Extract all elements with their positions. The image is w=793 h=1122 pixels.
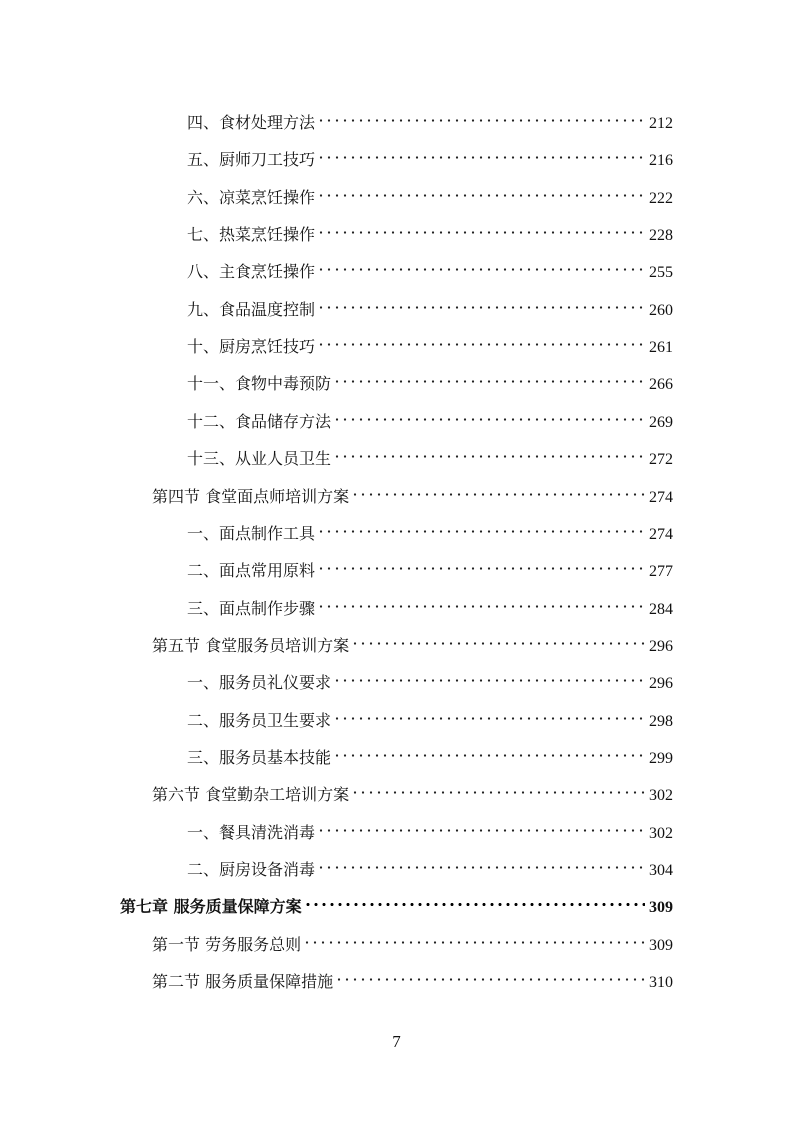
toc-entry-title: 四、食材处理方法 xyxy=(187,113,316,132)
toc-entry[interactable] xyxy=(187,104,673,132)
toc-entry-page: 310 xyxy=(649,974,673,992)
toc-entry[interactable] xyxy=(187,328,673,357)
toc-entry-title: 十二、食品储存方法 xyxy=(187,411,332,431)
toc-entry[interactable] xyxy=(187,814,673,842)
dot-leader xyxy=(317,291,645,315)
toc-entry[interactable] xyxy=(120,888,673,917)
toc-entry-title: 二、厨房设备消毒 xyxy=(187,860,316,879)
toc-entry[interactable] xyxy=(187,739,673,767)
dot-leader xyxy=(317,552,645,576)
dot-leader xyxy=(335,963,645,987)
toc-entry-title: 三、服务员基本技能 xyxy=(187,747,332,767)
toc-entry-page: 296 xyxy=(649,637,673,655)
toc-entry-title: 十、厨房烹饪技巧 xyxy=(187,337,316,357)
toc-entry-title: 五、厨师刀工技巧 xyxy=(187,150,316,170)
toc-entry-page: 272 xyxy=(649,451,673,469)
toc-entry-title: 二、面点常用原料 xyxy=(187,561,316,581)
toc-entry[interactable] xyxy=(152,627,673,655)
toc-entry[interactable] xyxy=(187,440,673,469)
toc-entry-title: 第六节 食堂勤杂工培训方案 xyxy=(152,785,350,805)
dot-leader xyxy=(317,515,645,539)
toc-entry[interactable] xyxy=(152,478,673,506)
toc-entry[interactable] xyxy=(187,141,673,170)
toc-entry-page: 260 xyxy=(649,301,673,319)
dot-leader xyxy=(333,739,645,763)
toc-entry-page: 266 xyxy=(649,376,673,394)
toc-entry[interactable] xyxy=(187,702,673,730)
toc-entry[interactable] xyxy=(187,403,673,431)
toc-entry-page: 284 xyxy=(649,600,673,618)
toc-entry-title: 第一节 劳务服务总则 xyxy=(152,934,302,954)
toc-entry-page: 302 xyxy=(649,824,673,842)
dot-leader xyxy=(317,851,645,875)
dot-leader xyxy=(317,179,645,203)
toc-entry[interactable] xyxy=(187,253,673,282)
toc-entry-title: 一、餐具清洗消毒 xyxy=(187,822,316,842)
toc-entry[interactable] xyxy=(187,552,673,581)
toc-entry-title: 八、主食烹饪操作 xyxy=(187,262,316,282)
toc-entry-page: 277 xyxy=(649,563,673,581)
dot-leader xyxy=(317,590,645,614)
toc-entry[interactable] xyxy=(187,291,673,319)
dot-leader xyxy=(304,888,645,912)
dot-leader xyxy=(317,104,645,128)
toc-entry-page: 255 xyxy=(649,264,673,282)
toc-entry-title: 七、热菜烹饪操作 xyxy=(187,225,316,245)
dot-leader xyxy=(303,926,645,950)
toc-entry-page: 228 xyxy=(649,227,673,245)
toc-entry-title: 第二节 服务质量保障措施 xyxy=(152,972,334,992)
toc-entry-title: 九、食品温度控制 xyxy=(187,299,316,319)
toc-entry-page: 309 xyxy=(649,936,673,954)
toc-entry[interactable] xyxy=(187,365,673,394)
dot-leader xyxy=(351,776,645,800)
toc-entry-page: 309 xyxy=(649,899,673,917)
toc-entry-title: 第五节 食堂服务员培训方案 xyxy=(152,635,350,655)
toc-entry[interactable] xyxy=(152,963,673,992)
dot-leader xyxy=(333,664,645,688)
toc-entry-title: 十一、食物中毒预防 xyxy=(187,374,332,394)
toc-entry-page: 261 xyxy=(649,339,673,357)
toc-entry-page: 304 xyxy=(649,862,673,879)
toc-entry-page: 298 xyxy=(649,712,673,730)
toc-entry[interactable] xyxy=(187,590,673,618)
dot-leader xyxy=(351,627,645,651)
toc-entry-title: 第四节 食堂面点师培训方案 xyxy=(152,486,350,506)
dot-leader xyxy=(317,216,645,240)
dot-leader xyxy=(333,403,645,427)
dot-leader xyxy=(317,253,645,277)
dot-leader xyxy=(333,440,645,464)
dot-leader xyxy=(351,478,645,502)
toc-entry[interactable] xyxy=(187,515,673,543)
toc-entry-page: 302 xyxy=(649,787,673,805)
page-number: 7 xyxy=(392,1032,401,1051)
toc-entry-page: 269 xyxy=(649,413,673,431)
dot-leader xyxy=(333,365,645,389)
toc-entry-title: 一、服务员礼仪要求 xyxy=(187,673,332,693)
toc-entry-title: 二、服务员卫生要求 xyxy=(187,710,332,730)
toc-entry[interactable] xyxy=(187,216,673,245)
toc-entry-page: 299 xyxy=(649,749,673,767)
dot-leader xyxy=(317,814,645,838)
toc-entry-title: 六、凉菜烹饪操作 xyxy=(187,187,316,207)
toc-entry-page: 274 xyxy=(649,488,673,506)
toc-entry-title: 三、面点制作步骤 xyxy=(187,598,316,618)
toc-entry-page: 212 xyxy=(649,115,673,132)
toc-entry[interactable] xyxy=(152,776,673,805)
toc-entry-page: 274 xyxy=(649,525,673,543)
toc-entry-title: 十三、从业人员卫生 xyxy=(187,449,332,469)
toc-entry-title: 一、面点制作工具 xyxy=(187,523,316,543)
toc-entry-page: 216 xyxy=(649,152,673,170)
toc-entry-title: 第七章 服务质量保障方案 xyxy=(120,897,302,917)
dot-leader xyxy=(317,141,645,165)
dot-leader xyxy=(333,702,645,726)
dot-leader xyxy=(317,328,645,352)
toc-entry[interactable] xyxy=(187,664,673,693)
toc-entry-page: 296 xyxy=(649,675,673,693)
toc-entry-page: 222 xyxy=(649,189,673,207)
toc-entry[interactable] xyxy=(187,179,673,207)
toc-entry[interactable] xyxy=(152,926,673,954)
toc-entry[interactable] xyxy=(187,851,673,879)
